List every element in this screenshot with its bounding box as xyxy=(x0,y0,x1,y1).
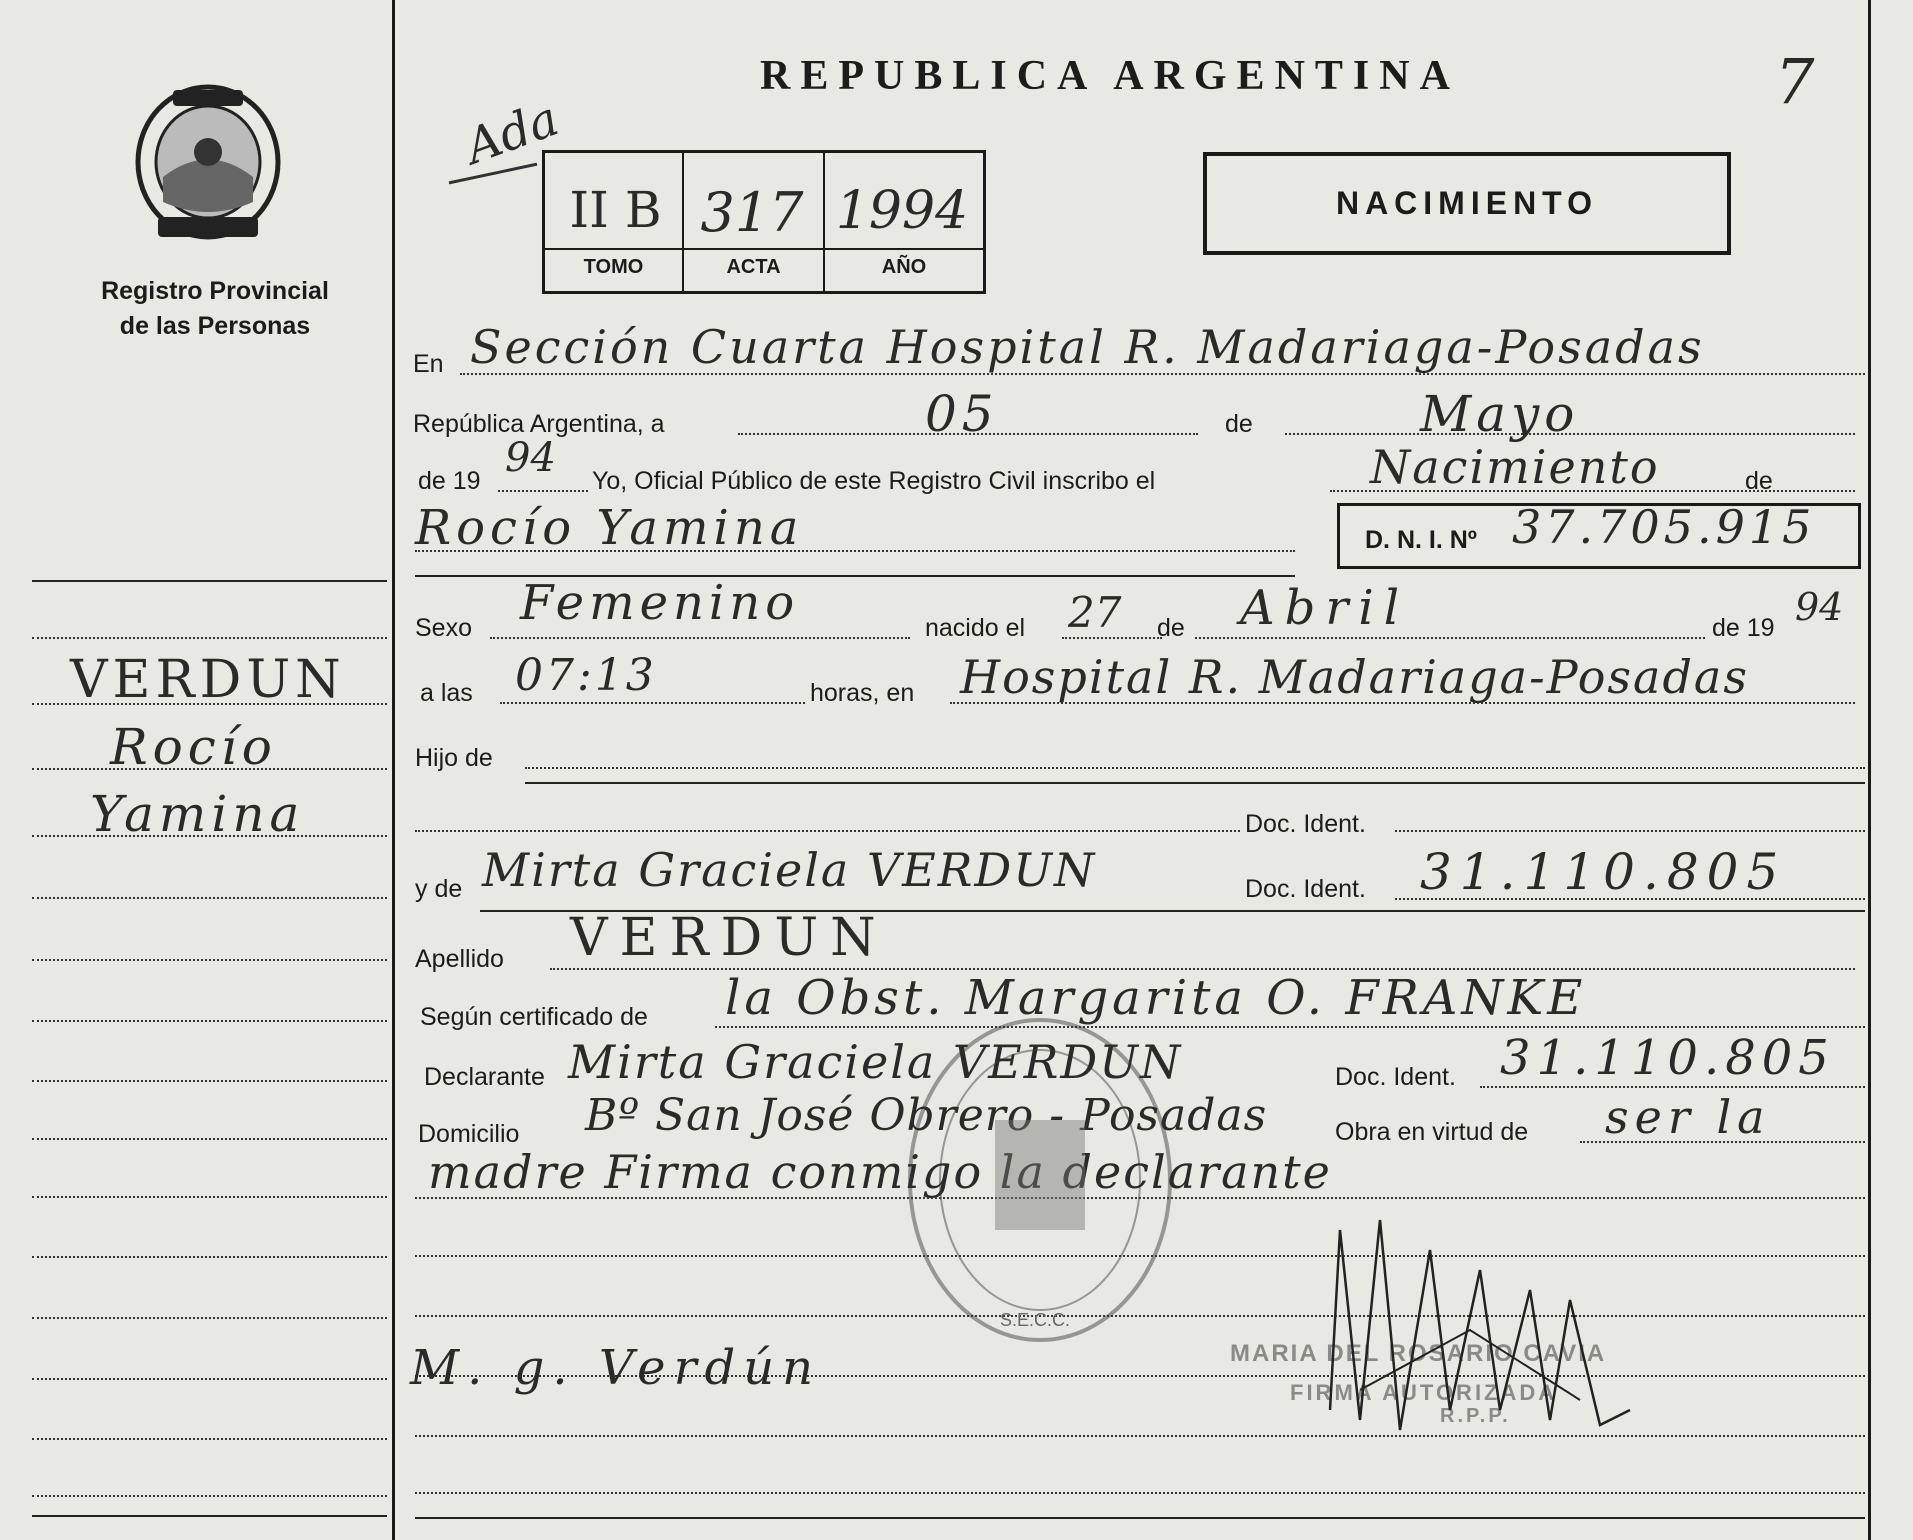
sidebar-dotline xyxy=(32,1438,387,1440)
label-apellido: Apellido xyxy=(415,945,504,973)
line-doc2 xyxy=(1395,898,1865,900)
blank-line xyxy=(415,1492,1865,1494)
day-value: 05 xyxy=(925,385,999,443)
sidebar-dotline xyxy=(32,1196,387,1198)
year-value: 94 xyxy=(505,435,556,481)
madre-value: Mirta Graciela VERDUN xyxy=(482,843,1097,897)
page-number: 7 xyxy=(1775,45,1815,118)
dni-value: 37.705.915 xyxy=(1512,500,1816,554)
sidebar-dotline xyxy=(32,1080,387,1082)
label-hijo: Hijo de xyxy=(415,744,493,772)
dni-box xyxy=(1337,500,1861,569)
official-signature xyxy=(1320,1210,1640,1440)
label-segun: Según certificado de xyxy=(420,1003,648,1031)
label-declarante: Declarante xyxy=(424,1063,545,1091)
line-doc3 xyxy=(1480,1086,1865,1088)
virtud-value: ser la xyxy=(1605,1090,1771,1144)
birth-day-value: 27 xyxy=(1068,588,1122,637)
seccion-value: Sección Cuarta Hospital R. Madariaga-Posadas xyxy=(470,320,1705,374)
acta-label: ACTA xyxy=(726,256,781,278)
label-domicilio: Domicilio xyxy=(418,1120,520,1148)
sidebar-dotline xyxy=(32,1256,387,1258)
official-title: FIRMA AUTORIZADA xyxy=(1290,1380,1558,1405)
sidebar-rule xyxy=(32,1515,387,1517)
sidebar-dotline xyxy=(32,897,387,899)
tomo-value: II B xyxy=(569,181,662,239)
official-code: R.P.P. xyxy=(1440,1405,1511,1427)
annotation-mark: Ada xyxy=(458,90,566,176)
registry-line1: Registro Provincial xyxy=(101,277,329,305)
label-yo: Yo, Oficial Público de este Registro Civil inscribo el xyxy=(592,467,1156,495)
madre-doc-value: 31.110.805 xyxy=(1420,843,1787,901)
anio-label: AÑO xyxy=(881,256,927,278)
acta-value: 317 xyxy=(700,181,804,244)
rule-hijo xyxy=(525,782,1865,784)
lugar-value: Hospital R. Madariaga-Posadas xyxy=(960,650,1749,704)
declarante-doc-value: 31.110.805 xyxy=(1500,1030,1835,1086)
label-de19: de 19 xyxy=(418,467,481,495)
sidebar-dotline xyxy=(32,1378,387,1380)
misiones-seal-icon xyxy=(128,82,288,247)
sidebar-dotline xyxy=(32,1495,387,1497)
label-en: En xyxy=(413,350,444,378)
label-republica: República Argentina, a xyxy=(413,410,665,438)
sidebar-rule xyxy=(32,580,387,582)
label-de: de xyxy=(1225,410,1253,438)
sidebar-name1: Rocío xyxy=(110,718,277,776)
label-de19b: de 19 xyxy=(1712,614,1775,642)
registry-line2: de las Personas xyxy=(119,312,311,340)
sidebar-surname: VERDUN xyxy=(70,650,346,710)
hora-value: 07:13 xyxy=(515,650,657,701)
tomo-label: TOMO xyxy=(583,256,644,278)
official-seal-stamp xyxy=(900,1010,1180,1350)
dni-label: D. N. I. Nº xyxy=(1365,526,1477,554)
tipo-value: Nacimiento xyxy=(1370,440,1660,494)
declarant-signature: M. g. Verdún xyxy=(410,1340,822,1396)
sidebar-dotline xyxy=(32,1138,387,1140)
blank-line xyxy=(415,1435,1865,1437)
record-type-box xyxy=(1203,152,1731,255)
country-title: REPUBLICA ARGENTINA xyxy=(760,53,1460,99)
label-y-de: y de xyxy=(415,875,463,903)
nombre-value: Rocío Yamina xyxy=(415,500,804,556)
declarante-value: Mirta Graciela VERDUN xyxy=(568,1035,1183,1089)
label-a-las: a las xyxy=(420,679,473,707)
record-type: NACIMIENTO xyxy=(1335,185,1599,221)
apellido-value: VERDUN xyxy=(570,908,888,968)
official-name: MARIA DEL ROSARIO CAVIA xyxy=(1230,1340,1607,1367)
line-certificado xyxy=(715,1026,1865,1028)
line-virtud xyxy=(1580,1141,1865,1143)
line-hora xyxy=(500,702,805,704)
certificado-value: la Obst. Margarita O. FRANKE xyxy=(725,970,1587,1026)
sidebar-dotline xyxy=(32,959,387,961)
domicilio-value: Bº San José Obrero - Posadas xyxy=(585,1090,1268,1141)
line-birth-day xyxy=(1062,637,1162,639)
label-de-tipo: de xyxy=(1745,467,1773,495)
label-de-month: de xyxy=(1157,614,1185,642)
line-birth-month xyxy=(1195,637,1705,639)
sidebar-dotline xyxy=(32,637,387,639)
line-padre xyxy=(415,830,1240,832)
record-box xyxy=(542,150,986,294)
sidebar-dotline xyxy=(32,1020,387,1022)
label-nacido: nacido el xyxy=(925,614,1026,642)
label-doc1: Doc. Ident. xyxy=(1245,810,1366,838)
sidebar-name2: Yamina xyxy=(90,785,305,843)
line-hijo xyxy=(525,767,1865,769)
line-year xyxy=(498,490,588,492)
line-doc1 xyxy=(1395,830,1865,832)
left-column-divider xyxy=(392,0,395,1540)
sexo-value: Femenino xyxy=(520,575,800,631)
sidebar-dotline xyxy=(32,1317,387,1319)
line-sexo xyxy=(490,637,910,639)
line-nombre xyxy=(415,550,1295,552)
label-doc3: Doc. Ident. xyxy=(1335,1063,1456,1091)
anio-value: 1994 xyxy=(835,181,969,241)
right-border xyxy=(1868,0,1871,1540)
label-horas: horas, en xyxy=(810,679,915,707)
birth-year-value: 94 xyxy=(1795,585,1844,629)
birth-month-value: Abril xyxy=(1240,580,1410,636)
month-value: Mayo xyxy=(1420,385,1580,443)
label-doc2: Doc. Ident. xyxy=(1245,875,1366,903)
label-obra: Obra en virtud de xyxy=(1335,1118,1529,1146)
seal-text: S.E.C.C. xyxy=(1000,1310,1071,1330)
virtud2-value: madre Firma conmigo la declarante xyxy=(428,1145,1332,1199)
label-sexo: Sexo xyxy=(415,614,472,642)
bottom-rule xyxy=(415,1517,1865,1519)
